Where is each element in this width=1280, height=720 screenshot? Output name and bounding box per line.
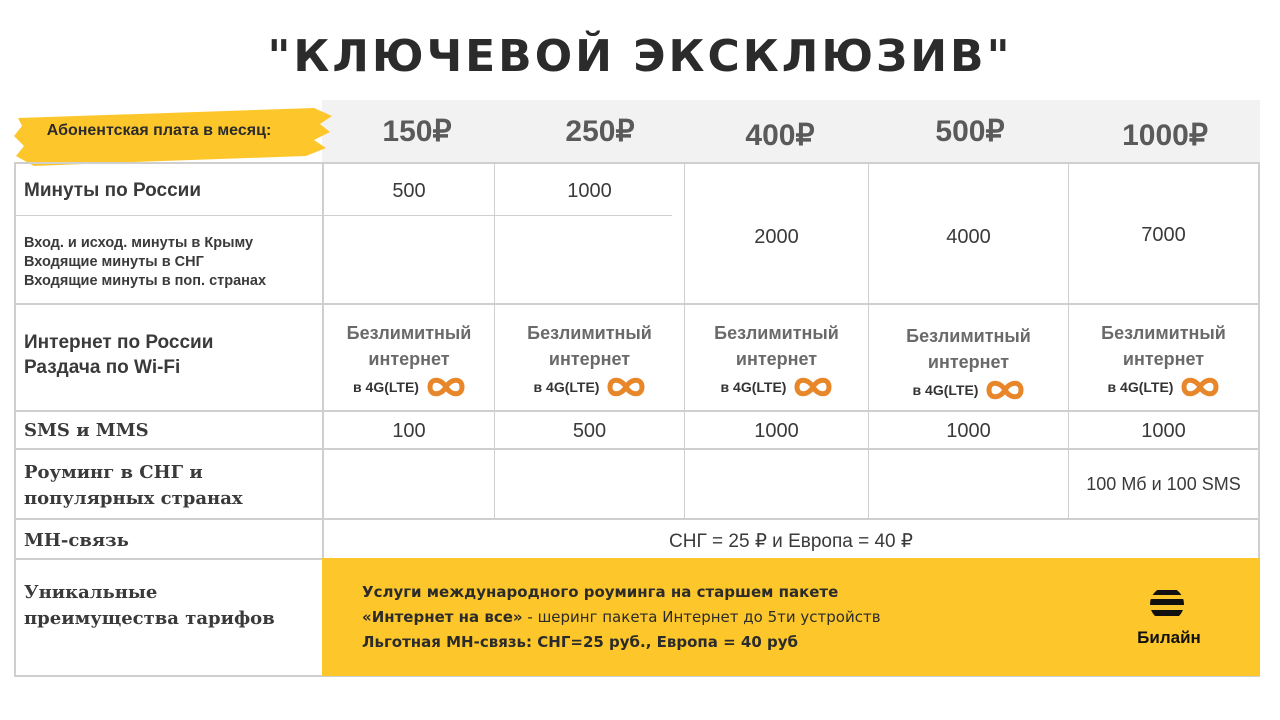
internet-cell-150 (324, 320, 494, 398)
minutes-value: 1000 (567, 180, 612, 202)
internet-title: Безлимитный интернет (1101, 323, 1226, 369)
row-label-minutes: Минуты по России (24, 180, 202, 201)
unique-advantages-panel (322, 558, 1260, 676)
minutes-value: 500 (392, 180, 426, 202)
internet-cell-500 (869, 323, 1068, 401)
minutes-value: 2000 (754, 226, 799, 248)
row-label-sms: SMS и MMS (24, 420, 149, 441)
tariff-table (14, 100, 1260, 676)
sms-value: 100 (392, 420, 426, 442)
infinity-icon (794, 376, 832, 398)
advantage-line-3: Льготная МН-связь: СНГ=25 руб., Европа = 40 руб (362, 633, 799, 651)
subscription-fee-label: Абонентская плата в месяц: (46, 122, 272, 139)
price-150: 150₽ (382, 115, 452, 148)
infinity-icon (427, 376, 465, 398)
price-250: 250₽ (565, 115, 635, 148)
row-label-roaming: Роуминг в СНГ и популярных странах (24, 462, 243, 509)
divider (14, 162, 1260, 164)
internet-title: Безлимитный интернет (346, 323, 472, 369)
divider (14, 558, 322, 560)
infinity-icon (607, 376, 645, 398)
price-400: 400₽ (745, 119, 815, 152)
price-1000: 1000₽ (1122, 119, 1208, 152)
row-label-crimea-minutes: Вход. и исход. минуты в Крыму Входящие минуты в СНГ Входящие минуты в поп. странах (24, 235, 267, 289)
divider (1258, 162, 1260, 558)
sms-value: 500 (572, 420, 607, 442)
internet-title: Безлимитный интернет (714, 323, 839, 369)
sms-value: 1000 (754, 420, 799, 442)
sms-value: 1000 (1141, 420, 1186, 442)
minutes-value: 7000 (1141, 224, 1186, 246)
minutes-value: 4000 (946, 226, 991, 248)
internet-lte: в 4G(LTE) (353, 379, 419, 395)
page-title: "КЛЮЧЕВОЙ ЭКСКЛЮЗИВ" (267, 31, 1013, 82)
internet-lte: в 4G(LTE) (1107, 379, 1174, 395)
internet-cell-400 (685, 320, 868, 398)
advantages-text (362, 580, 1062, 655)
price-500: 500₽ (935, 115, 1005, 148)
row-label-international: МН-связь (24, 530, 129, 551)
internet-cell-1000 (1069, 320, 1258, 398)
row-label-internet: Интернет по России Раздача по Wi-Fi (24, 332, 214, 378)
row-label-unique: Уникальные преимущества тарифов (24, 582, 275, 629)
advantage-line-2: - шеринг пакета Интернет до 5ти устройств (522, 608, 881, 626)
roaming-value: 100 Мб и 100 SMS (1086, 474, 1241, 494)
beeline-logo-icon (1112, 580, 1222, 660)
advantage-line-1: Услуги международного роуминга на старшем пакете (362, 583, 839, 601)
internet-lte: в 4G(LTE) (912, 382, 979, 398)
sms-value: 1000 (946, 420, 991, 442)
divider (14, 215, 672, 216)
internet-lte: в 4G(LTE) (533, 379, 600, 395)
divider (14, 162, 16, 676)
international-value: СНГ = 25 ₽ и Европа = 40 ₽ (669, 531, 913, 552)
infinity-icon (986, 379, 1024, 401)
divider (14, 518, 1260, 520)
divider (14, 410, 1260, 412)
internet-lte: в 4G(LTE) (720, 379, 787, 395)
divider (14, 448, 1260, 450)
advantage-line-2-bold: «Интернет на все» (362, 608, 523, 626)
internet-title: Безлимитный интернет (527, 323, 652, 369)
internet-title: Безлимитный интернет (906, 326, 1031, 372)
internet-cell-250 (495, 320, 684, 398)
divider (14, 303, 1260, 305)
infinity-icon (1181, 376, 1219, 398)
brand-name: Билайн (1137, 628, 1201, 647)
